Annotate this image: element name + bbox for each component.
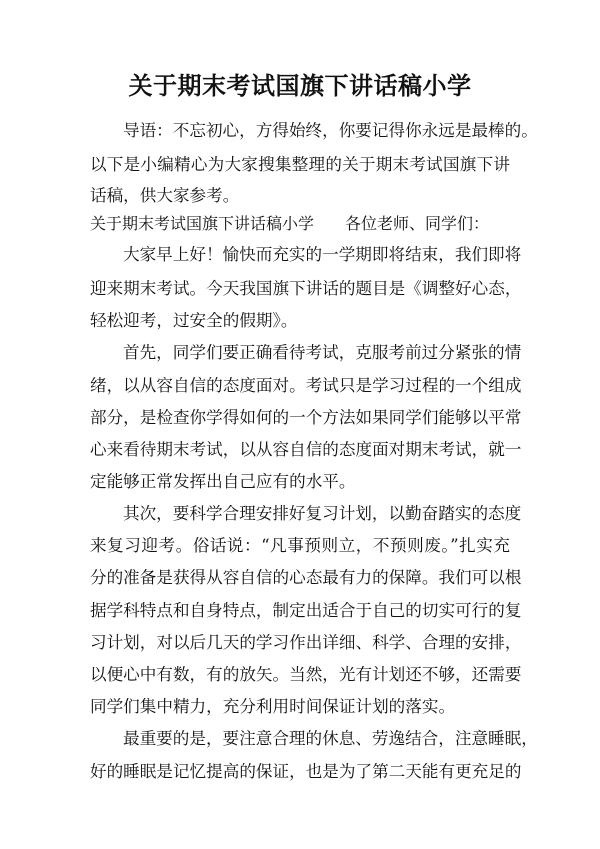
page-title: 关于期末考试国旗下讲话稿小学	[128, 71, 472, 100]
paragraph4-line-2: 好的睡眠是记忆提高的保证，也是为了第二天能有更充足的	[90, 762, 522, 781]
paragraph3-line-6: 以便心中有数，有的放矢。当然，光有计划还不够，还需要	[90, 665, 522, 684]
intro-line-2: 以下是小编精心为大家搜集整理的关于期末考试国旗下讲	[90, 155, 510, 174]
paragraph3-line-7: 同学们集中精力，充分利用时间保证计划的落实。	[90, 697, 456, 716]
salutation-title: 关于期末考试国旗下讲话稿小学	[90, 214, 315, 233]
paragraph3-line-3: 分的准备是获得从容自信的心态最有力的保障。我们可以根	[90, 568, 522, 587]
intro-line-1: 导语：不忘初心，方得始终，你要记得你永远是最棒的。	[123, 121, 538, 140]
paragraph1-line-3: 轻松迎考，过安全的假期》。	[90, 311, 298, 330]
paragraph2-line-1: 首先，同学们要正确看待考试，克服考前过分紧张的情	[123, 343, 522, 362]
salutation-greeting: 各位老师、同学们：	[345, 214, 490, 233]
paragraph3-line-4: 据学科特点和自身特点，制定出适合于自己的切实可行的复	[90, 601, 522, 620]
paragraph1-line-1: 大家早上好！愉快而充实的一学期即将结束，我们即将	[123, 245, 522, 264]
paragraph4-line-1: 最重要的是，要注意合理的休息、劳逸结合，注意睡眠，	[123, 729, 538, 748]
paragraph3-line-1: 其次，要科学合理安排好复习计划，以勤奋踏实的态度	[123, 504, 522, 523]
paragraph3-line-2: 来复习迎考。俗话说：“凡事预则立，不预则废。”扎实充	[90, 536, 510, 555]
intro-line-3: 话稿，供大家参考。	[90, 186, 240, 205]
paragraph2-line-2: 绪，以从容自信的态度面对。考试只是学习过程的一个组成	[90, 376, 522, 395]
paragraph2-line-4: 心来看待期末考试，以从容自信的态度面对期末考试，就一	[90, 440, 522, 459]
paragraph2-line-5: 定能够正常发挥出自己应有的水平。	[90, 472, 356, 491]
paragraph2-line-3: 部分，是检查你学得如何的一个方法如果同学们能够以平常	[90, 408, 522, 427]
paragraph1-line-2: 迎来期末考试。今天我国旗下讲话的题目是《调整好心态，	[90, 279, 522, 298]
paragraph3-line-5: 习计划，对以后几天的学习作出详细、科学、合理的安排，	[90, 633, 522, 652]
